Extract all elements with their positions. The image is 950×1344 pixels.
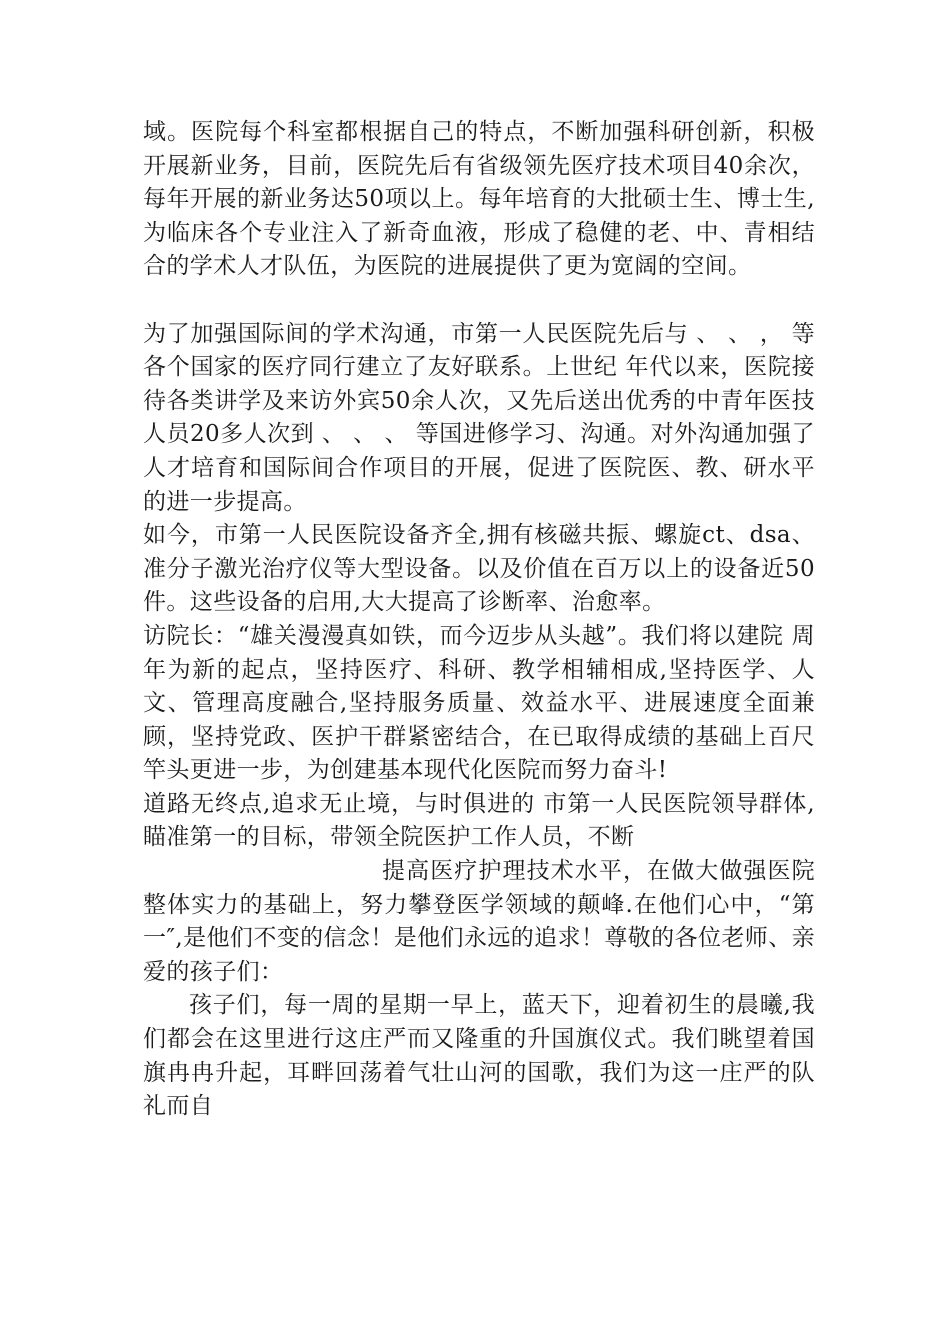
- document-body: [143, 116, 815, 1124]
- paragraph-flag-ceremony: 孩子们，每一周的星期一早上，蓝天下，迎着初生的晨曦,我们都会在这里进行这庄严而又隆重的升国旗仪式。我们眺望着国旗冉冉升起，耳畔回荡着气壮山河的国歌，我们为这一庄严的队礼而自: [143, 992, 815, 1120]
- paragraph-director-interview: 访院长：“雄关漫漫真如铁，而今迈步从头越”。我们将以建院 周年为新的起点，坚持医疗、科研、教学相辅相成,坚持医学、人文、管理高度融合,坚持服务质量、效益水平、进展速度全面兼顾，坚持党政、医护干群紧密结合，在已取得成绩的基础上百尺竿头更进一步，为创建基本现代化医院而努力奋斗!: [143, 622, 815, 784]
- paragraph-continuation: 提高医疗护理技术水平，在做大做强医院整体实力的基础上，努力攀登医学领域的颠峰.在他们心中，“第一″,是他们不变的信念！是他们永远的追求！尊敬的各位老师、亲爱的孩子们：: [143, 858, 815, 985]
- paragraph-equipment: 如今，市第一人民医院设备齐全,拥有核磁共振、螺旋ct、dsa、准分子激光治疗仪等大型设备。以及价值在百万以上的设备近50件。这些设备的启用,大大提高了诊断率、治愈率。: [143, 522, 815, 616]
- paragraph-gap: [143, 284, 815, 318]
- paragraph-international-exchange: 为了加强国际间的学术沟通，市第一人民医院先后与 、 、 ， 等各个国家的医疗同行建立了友好联系。上世纪 年代以来，医院接待各类讲学及来访外宾50余人次，又先后送出优秀的中青年医技人员20多人次到 、 、 、 等国进修学习、沟通。对外沟通加强了人才培育和国际间合作项目的开展，促进了医院医、教、研水平的进一步提高。: [143, 320, 815, 515]
- paragraph-research: 域。医院每个科室都根据自己的特点，不断加强科研创新，积极开展新业务，目前，医院先后有省级领先医疗技术项目40余次，每年开展的新业务达50项以上。每年培育的大批硕士生、博士生,为临床各个专业注入了新奇血液，形成了稳健的老、中、青相结合的学术人才队伍，为医院的进展提供了更为宽阔的空间。: [143, 119, 815, 280]
- paragraph-leadership: 道路无终点,追求无止境，与时俱进的 市第一人民医院领导群体,瞄准第一的目标，带领全院医护工作人员，不断: [143, 790, 815, 851]
